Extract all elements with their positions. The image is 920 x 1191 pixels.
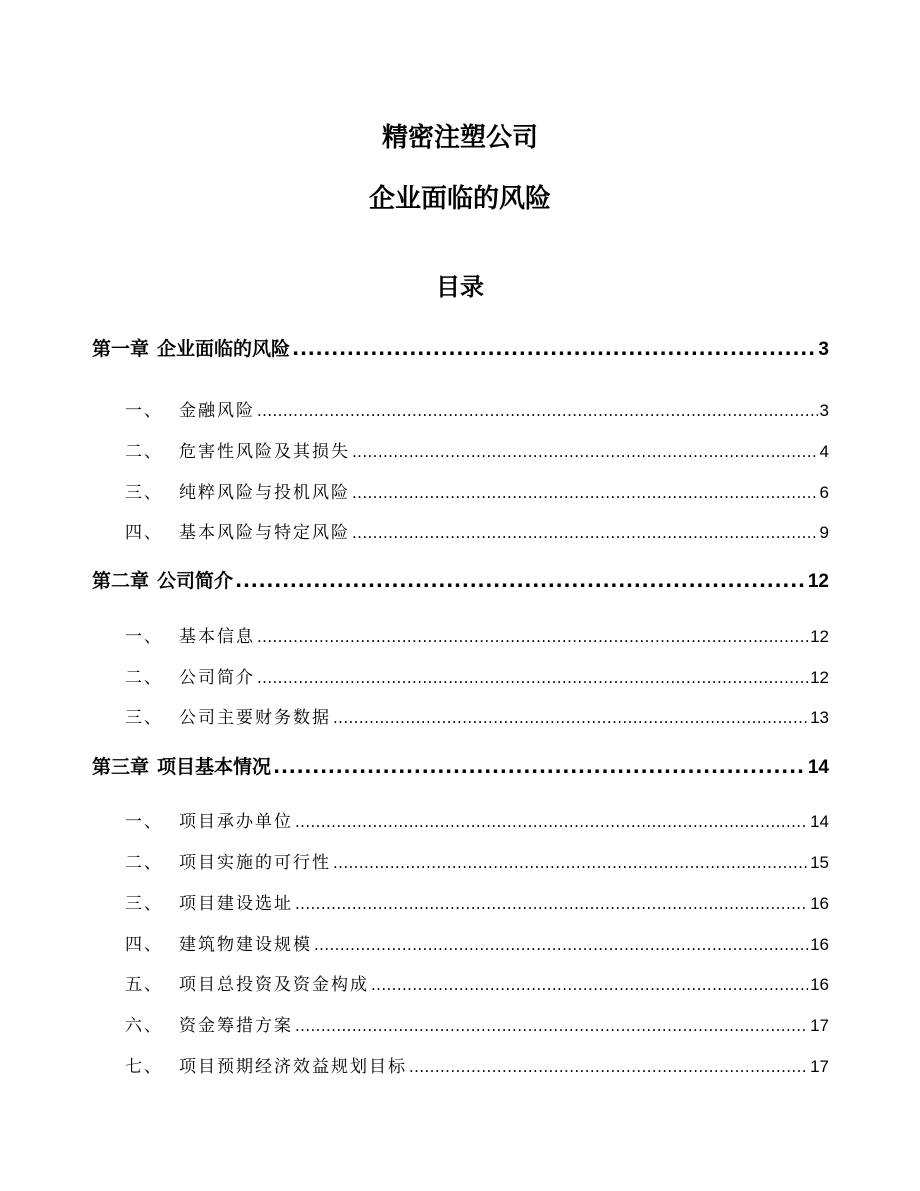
section-number: 六、	[125, 1016, 163, 1036]
chapter-page-number: 12	[807, 571, 829, 592]
section-page-number: 12	[810, 668, 829, 687]
toc-heading: 目录	[436, 273, 484, 301]
section-number: 二、	[125, 853, 163, 873]
toc-section-3-2[interactable]	[125, 848, 829, 874]
section-title: 纯粹风险与投机风险	[179, 483, 350, 503]
section-title: 项目实施的可行性	[179, 853, 331, 873]
dot-leader	[257, 402, 818, 420]
chapter-number: 第二章	[92, 570, 150, 592]
section-title: 项目总投资及资金构成	[179, 975, 369, 995]
document-title: 精密注塑公司	[381, 123, 538, 153]
dot-leader	[409, 1058, 808, 1076]
section-number: 四、	[125, 935, 163, 955]
section-number: 二、	[125, 668, 163, 688]
toc-chapter-1[interactable]	[92, 334, 829, 364]
toc-chapter-3[interactable]	[92, 752, 829, 782]
dot-leader	[352, 524, 818, 542]
section-number: 三、	[125, 894, 163, 914]
toc-section-2-2[interactable]	[125, 663, 829, 689]
dot-leader	[333, 854, 808, 872]
section-title: 基本风险与特定风险	[179, 523, 350, 543]
toc-section-3-7[interactable]	[125, 1052, 829, 1078]
chapter-number: 第一章	[92, 338, 150, 360]
dot-leader	[314, 936, 808, 954]
section-page-number: 17	[810, 1057, 829, 1076]
section-number: 一、	[125, 401, 163, 421]
section-number: 七、	[125, 1057, 163, 1077]
section-title: 金融风险	[179, 401, 255, 421]
section-title: 基本信息	[179, 627, 255, 647]
section-title: 公司主要财务数据	[179, 708, 331, 728]
section-title: 建筑物建设规模	[179, 935, 312, 955]
toc-section-3-4[interactable]	[125, 930, 829, 956]
toc-section-3-5[interactable]	[125, 970, 829, 996]
chapter-page-number: 14	[807, 757, 829, 778]
section-number: 三、	[125, 483, 163, 503]
section-number: 一、	[125, 812, 163, 832]
section-page-number: 6	[819, 483, 829, 502]
chapter-title: 企业面临的风险	[157, 338, 291, 360]
section-title: 项目建设选址	[179, 894, 293, 914]
dot-leader	[257, 669, 808, 687]
section-number: 三、	[125, 708, 163, 728]
dot-leader	[352, 443, 818, 461]
section-number: 二、	[125, 442, 163, 462]
chapter-page-number: 3	[818, 339, 829, 360]
section-number: 一、	[125, 627, 163, 647]
section-page-number: 16	[810, 935, 829, 954]
section-number: 四、	[125, 523, 163, 543]
dot-leader	[371, 976, 808, 994]
toc-section-1-2[interactable]	[125, 437, 829, 463]
dot-leader	[257, 628, 808, 646]
dot-leader	[295, 895, 808, 913]
section-page-number: 13	[810, 708, 829, 727]
section-page-number: 12	[810, 627, 829, 646]
toc-chapter-2[interactable]	[92, 566, 829, 596]
section-page-number: 16	[810, 975, 829, 994]
dot-leader	[235, 570, 806, 592]
toc-section-1-1[interactable]	[125, 396, 829, 422]
toc-section-3-6[interactable]	[125, 1011, 829, 1037]
toc-section-2-3[interactable]	[125, 703, 829, 729]
dot-leader	[295, 1017, 808, 1035]
section-page-number: 4	[819, 442, 829, 461]
section-page-number: 3	[819, 401, 829, 420]
toc-section-2-1[interactable]	[125, 622, 829, 648]
toc-section-1-4[interactable]	[125, 518, 829, 544]
dot-leader	[333, 709, 808, 727]
chapter-number: 第三章	[92, 756, 150, 778]
section-number: 五、	[125, 975, 163, 995]
section-title: 资金筹措方案	[179, 1016, 293, 1036]
dot-leader	[273, 756, 806, 778]
section-title: 公司简介	[179, 668, 255, 688]
section-page-number: 16	[810, 894, 829, 913]
section-page-number: 15	[810, 853, 829, 872]
section-title: 项目预期经济效益规划目标	[179, 1057, 407, 1077]
toc-section-1-3[interactable]	[125, 478, 829, 504]
dot-leader	[352, 484, 818, 502]
document-subtitle: 企业面临的风险	[368, 184, 551, 214]
chapter-title: 项目基本情况	[157, 756, 272, 778]
dot-leader	[295, 813, 808, 831]
chapter-title: 公司简介	[157, 570, 234, 592]
section-page-number: 17	[810, 1016, 829, 1035]
dot-leader	[292, 338, 816, 360]
section-title: 危害性风险及其损失	[179, 442, 350, 462]
section-page-number: 14	[810, 812, 829, 831]
section-title: 项目承办单位	[179, 812, 293, 832]
toc-section-3-3[interactable]	[125, 889, 829, 915]
section-page-number: 9	[819, 523, 829, 542]
toc-section-3-1[interactable]	[125, 807, 829, 833]
